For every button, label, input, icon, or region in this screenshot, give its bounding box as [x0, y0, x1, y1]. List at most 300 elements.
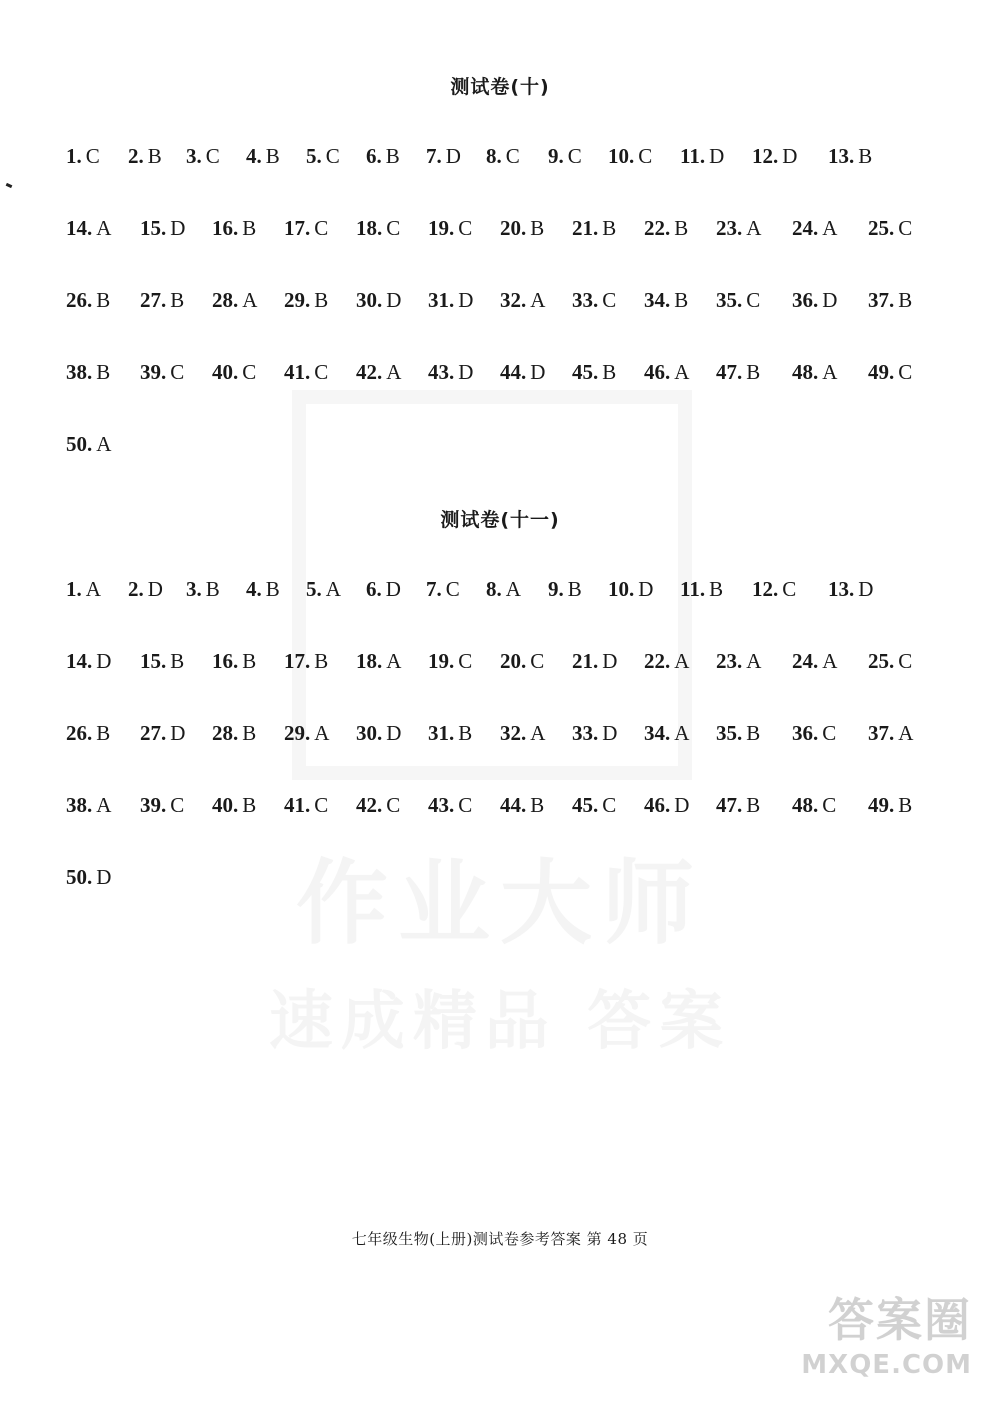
- answer-letter: A: [96, 216, 112, 240]
- question-number: 28.: [212, 288, 239, 312]
- question-number: 50.: [66, 865, 93, 889]
- answer-letter: B: [205, 577, 220, 601]
- question-number: 13.: [828, 144, 855, 168]
- answer-letter: B: [96, 360, 111, 384]
- answer-letter: B: [96, 288, 111, 312]
- question-number: 45.: [572, 793, 599, 817]
- question-number: 27.: [140, 288, 167, 312]
- answer-letter: C: [638, 144, 653, 168]
- answer-letter: A: [314, 721, 330, 745]
- question-number: 31.: [428, 721, 455, 745]
- question-number: 27.: [140, 721, 167, 745]
- question-number: 6.: [366, 577, 382, 601]
- question-number: 47.: [716, 793, 743, 817]
- question-number: 19.: [428, 216, 455, 240]
- answer-item: [792, 721, 836, 746]
- answer-letter: A: [505, 577, 521, 601]
- answer-letter: B: [746, 721, 761, 745]
- answer-row: [0, 144, 1000, 178]
- answer-item: [306, 144, 340, 169]
- answer-letter: A: [85, 577, 101, 601]
- scan-mark: [6, 183, 13, 188]
- answer-row: [0, 577, 1000, 611]
- answer-item: [644, 360, 689, 385]
- answer-item: [644, 288, 688, 313]
- answer-item: [486, 577, 521, 602]
- answer-letter: B: [314, 649, 329, 673]
- answer-item: [792, 793, 836, 818]
- answer-letter: D: [147, 577, 163, 601]
- answer-item: [284, 288, 328, 313]
- answer-item: [284, 360, 328, 385]
- answer-item: [66, 865, 111, 890]
- question-number: 43.: [428, 360, 455, 384]
- question-number: 33.: [572, 288, 599, 312]
- question-number: 49.: [868, 360, 895, 384]
- answer-item: [500, 721, 545, 746]
- answer-letter: B: [602, 360, 617, 384]
- question-number: 21.: [572, 216, 599, 240]
- answer-letter: C: [314, 216, 329, 240]
- question-number: 21.: [572, 649, 599, 673]
- answer-letter: B: [147, 144, 162, 168]
- question-number: 18.: [356, 649, 383, 673]
- answer-letter: B: [602, 216, 617, 240]
- question-number: 34.: [644, 288, 671, 312]
- answer-item: [868, 793, 912, 818]
- answer-item: [716, 288, 760, 313]
- answer-item: [716, 721, 760, 746]
- answer-item: [186, 577, 220, 602]
- question-number: 38.: [66, 793, 93, 817]
- answer-letter: B: [265, 144, 280, 168]
- answer-letter: C: [822, 721, 837, 745]
- question-number: 40.: [212, 360, 239, 384]
- answer-item: [128, 577, 163, 602]
- question-number: 31.: [428, 288, 455, 312]
- question-number: 2.: [128, 577, 144, 601]
- answer-letter: B: [530, 216, 545, 240]
- page-footer: 七年级生物(上册)测试卷参考答案 第 48 页: [351, 1230, 649, 1248]
- question-number: 25.: [868, 216, 895, 240]
- answer-letter: C: [898, 649, 913, 673]
- question-number: 41.: [284, 793, 311, 817]
- question-number: 47.: [716, 360, 743, 384]
- logo-text: 答案圈: [828, 1293, 972, 1347]
- question-number: 3.: [186, 144, 202, 168]
- answer-item: [140, 649, 184, 674]
- answer-letter: B: [265, 577, 280, 601]
- answer-item: [356, 360, 401, 385]
- question-number: 15.: [140, 216, 167, 240]
- answer-item: [426, 144, 461, 169]
- answer-item: [500, 360, 545, 385]
- answer-letter: D: [386, 721, 402, 745]
- question-number: 7.: [426, 144, 442, 168]
- answer-letter: D: [385, 577, 401, 601]
- question-number: 1.: [66, 577, 82, 601]
- question-number: 5.: [306, 577, 322, 601]
- answer-letter: A: [822, 649, 838, 673]
- answer-item: [66, 288, 110, 313]
- answer-letter: B: [242, 216, 257, 240]
- question-number: 9.: [548, 577, 564, 601]
- site-logo: [801, 1284, 972, 1380]
- answer-letter: D: [96, 865, 112, 889]
- question-number: 32.: [500, 288, 527, 312]
- question-number: 26.: [66, 721, 93, 745]
- question-number: 22.: [644, 216, 671, 240]
- answer-item: [140, 360, 184, 385]
- question-number: 20.: [500, 649, 527, 673]
- answer-letter: A: [674, 360, 690, 384]
- question-number: 45.: [572, 360, 599, 384]
- answer-item: [66, 360, 110, 385]
- answer-letter: D: [638, 577, 654, 601]
- answer-letter: C: [386, 793, 401, 817]
- answer-item: [128, 144, 162, 169]
- answer-item: [428, 793, 472, 818]
- answer-letter: A: [386, 649, 402, 673]
- question-number: 22.: [644, 649, 671, 673]
- answer-item: [716, 649, 761, 674]
- answer-letter: D: [782, 144, 798, 168]
- answer-item: [608, 577, 653, 602]
- answer-letter: B: [674, 288, 689, 312]
- question-number: 20.: [500, 216, 527, 240]
- answer-row: [0, 793, 1000, 827]
- answer-row: [0, 432, 1000, 466]
- answer-letter: C: [458, 649, 473, 673]
- question-number: 48.: [792, 793, 819, 817]
- question-number: 36.: [792, 721, 819, 745]
- answer-letter: D: [458, 288, 474, 312]
- answer-item: [356, 216, 400, 241]
- answer-letter: C: [530, 649, 545, 673]
- question-number: 9.: [548, 144, 564, 168]
- answer-item: [428, 721, 472, 746]
- answer-letter: C: [602, 793, 617, 817]
- answer-item: [792, 288, 837, 313]
- answer-row: [0, 649, 1000, 683]
- answer-item: [644, 721, 689, 746]
- question-number: 37.: [868, 288, 895, 312]
- answer-item: [572, 721, 617, 746]
- question-number: 23.: [716, 649, 743, 673]
- answer-item: [356, 288, 401, 313]
- question-number: 24.: [792, 216, 819, 240]
- answer-letter: A: [674, 721, 690, 745]
- answer-item: [644, 216, 688, 241]
- answer-item: [140, 288, 184, 313]
- answer-item: [680, 144, 724, 169]
- answer-item: [366, 577, 401, 602]
- answer-letter: B: [170, 649, 185, 673]
- answer-letter: D: [445, 144, 461, 168]
- answer-letter: B: [898, 288, 913, 312]
- answer-letter: D: [458, 360, 474, 384]
- question-number: 10.: [608, 144, 635, 168]
- answer-item: [66, 432, 111, 457]
- answer-letter: C: [898, 216, 913, 240]
- answer-item: [792, 216, 837, 241]
- question-number: 32.: [500, 721, 527, 745]
- question-number: 26.: [66, 288, 93, 312]
- answer-item: [828, 577, 873, 602]
- answer-item: [868, 649, 912, 674]
- question-number: 10.: [608, 577, 635, 601]
- question-number: 25.: [868, 649, 895, 673]
- answer-item: [572, 649, 617, 674]
- answer-item: [428, 216, 472, 241]
- answer-row: [0, 216, 1000, 250]
- answer-letter: B: [242, 793, 257, 817]
- answer-item: [306, 577, 341, 602]
- answer-letter: C: [458, 216, 473, 240]
- answer-letter: C: [746, 288, 761, 312]
- question-number: 44.: [500, 793, 527, 817]
- question-number: 28.: [212, 721, 239, 745]
- answer-item: [868, 721, 913, 746]
- answer-item: [284, 649, 328, 674]
- question-number: 34.: [644, 721, 671, 745]
- answer-item: [366, 144, 400, 169]
- answer-item: [426, 577, 460, 602]
- answer-letter: D: [674, 793, 690, 817]
- answer-letter: C: [386, 216, 401, 240]
- answer-letter: C: [822, 793, 837, 817]
- answer-item: [284, 721, 329, 746]
- answer-letter: D: [858, 577, 874, 601]
- answer-item: [212, 793, 256, 818]
- answer-item: [792, 649, 837, 674]
- answer-item: [716, 360, 760, 385]
- answer-item: [186, 144, 220, 169]
- answer-item: [140, 216, 185, 241]
- answer-letter: A: [386, 360, 402, 384]
- answer-letter: D: [386, 288, 402, 312]
- answer-item: [140, 721, 185, 746]
- answer-letter: C: [602, 288, 617, 312]
- answer-item: [428, 360, 473, 385]
- question-number: 6.: [366, 144, 382, 168]
- question-number: 19.: [428, 649, 455, 673]
- answer-item: [212, 216, 256, 241]
- answer-letter: A: [325, 577, 341, 601]
- question-number: 23.: [716, 216, 743, 240]
- question-number: 11.: [680, 577, 706, 601]
- answer-letter: B: [242, 721, 257, 745]
- answer-item: [548, 144, 582, 169]
- answer-item: [868, 216, 912, 241]
- question-number: 50.: [66, 432, 93, 456]
- answer-letter: B: [314, 288, 329, 312]
- answer-letter: A: [822, 360, 838, 384]
- answer-letter: A: [96, 432, 112, 456]
- answer-letter: B: [898, 793, 913, 817]
- answer-row: [0, 721, 1000, 755]
- answer-item: [66, 144, 100, 169]
- question-number: 14.: [66, 216, 93, 240]
- answer-item: [212, 649, 256, 674]
- question-number: 12.: [752, 144, 779, 168]
- answer-item: [868, 288, 912, 313]
- answer-item: [500, 216, 544, 241]
- answer-letter: D: [530, 360, 546, 384]
- answer-letter: B: [674, 216, 689, 240]
- answer-letter: D: [602, 721, 618, 745]
- answer-item: [500, 649, 544, 674]
- question-number: 24.: [792, 649, 819, 673]
- answer-item: [486, 144, 520, 169]
- question-number: 29.: [284, 721, 311, 745]
- answer-letter: B: [242, 649, 257, 673]
- answer-item: [356, 721, 401, 746]
- answer-letter: A: [530, 721, 546, 745]
- answer-item: [212, 721, 256, 746]
- question-number: 3.: [186, 577, 202, 601]
- question-number: 35.: [716, 288, 743, 312]
- question-number: 17.: [284, 216, 311, 240]
- answer-letter: C: [170, 360, 185, 384]
- answer-letter: D: [96, 649, 112, 673]
- watermark-line-2: [0, 970, 1000, 1062]
- answer-letter: B: [709, 577, 724, 601]
- question-number: 39.: [140, 360, 167, 384]
- answer-letter: C: [85, 144, 100, 168]
- answer-letter: A: [530, 288, 546, 312]
- question-number: 15.: [140, 649, 167, 673]
- answer-letter: A: [242, 288, 258, 312]
- answer-item: [792, 360, 837, 385]
- answer-item: [284, 216, 328, 241]
- answer-letter: A: [898, 721, 914, 745]
- question-number: 46.: [644, 793, 671, 817]
- answer-item: [66, 216, 111, 241]
- answer-item: [246, 144, 280, 169]
- answer-item: [572, 360, 616, 385]
- question-number: 42.: [356, 360, 383, 384]
- answer-item: [572, 793, 616, 818]
- answer-letter: A: [746, 216, 762, 240]
- question-number: 42.: [356, 793, 383, 817]
- question-number: 29.: [284, 288, 311, 312]
- answer-item: [428, 649, 472, 674]
- question-number: 1.: [66, 144, 82, 168]
- answer-item: [500, 793, 544, 818]
- question-number: 4.: [246, 577, 262, 601]
- answer-letter: C: [567, 144, 582, 168]
- answer-letter: A: [674, 649, 690, 673]
- section-title: 测试卷(十): [450, 76, 550, 98]
- answer-letter: C: [242, 360, 257, 384]
- answer-letter: B: [458, 721, 473, 745]
- question-number: 33.: [572, 721, 599, 745]
- answer-letter: B: [746, 360, 761, 384]
- answer-item: [66, 793, 111, 818]
- question-number: 36.: [792, 288, 819, 312]
- question-number: 30.: [356, 721, 383, 745]
- question-number: 17.: [284, 649, 311, 673]
- question-number: 13.: [828, 577, 855, 601]
- answer-row: [0, 288, 1000, 322]
- question-number: 37.: [868, 721, 895, 745]
- answer-letter: C: [445, 577, 460, 601]
- answer-item: [752, 144, 797, 169]
- question-number: 5.: [306, 144, 322, 168]
- answer-letter: C: [505, 144, 520, 168]
- answer-letter: A: [822, 216, 838, 240]
- answer-letter: B: [567, 577, 582, 601]
- answer-item: [140, 793, 184, 818]
- question-number: 7.: [426, 577, 442, 601]
- answer-letter: C: [782, 577, 797, 601]
- question-number: 40.: [212, 793, 239, 817]
- answer-row: [0, 865, 1000, 899]
- question-number: 44.: [500, 360, 527, 384]
- answer-item: [680, 577, 723, 602]
- question-number: 43.: [428, 793, 455, 817]
- question-number: 46.: [644, 360, 671, 384]
- answer-letter: A: [96, 793, 112, 817]
- question-number: 49.: [868, 793, 895, 817]
- question-number: 41.: [284, 360, 311, 384]
- answer-item: [212, 288, 257, 313]
- question-number: 48.: [792, 360, 819, 384]
- answer-letter: D: [709, 144, 725, 168]
- section-title: 测试卷(十一): [440, 509, 560, 531]
- answer-item: [572, 216, 616, 241]
- answer-item: [66, 721, 110, 746]
- answer-item: [868, 360, 912, 385]
- answer-letter: B: [170, 288, 185, 312]
- answer-item: [66, 649, 111, 674]
- question-number: 2.: [128, 144, 144, 168]
- answer-item: [548, 577, 582, 602]
- answer-item: [500, 288, 545, 313]
- answer-item: [66, 577, 101, 602]
- answer-item: [246, 577, 280, 602]
- answer-letter: B: [746, 793, 761, 817]
- answer-letter: C: [458, 793, 473, 817]
- answer-letter: C: [898, 360, 913, 384]
- answer-item: [608, 144, 652, 169]
- answer-letter: C: [314, 793, 329, 817]
- answer-item: [828, 144, 872, 169]
- answer-item: [752, 577, 796, 602]
- answer-letter: D: [170, 721, 186, 745]
- answer-item: [212, 360, 256, 385]
- answer-letter: D: [170, 216, 186, 240]
- question-number: 8.: [486, 577, 502, 601]
- answer-item: [356, 793, 400, 818]
- answer-letter: D: [822, 288, 838, 312]
- question-number: 18.: [356, 216, 383, 240]
- question-number: 39.: [140, 793, 167, 817]
- answer-item: [428, 288, 473, 313]
- answer-item: [284, 793, 328, 818]
- question-number: 16.: [212, 216, 239, 240]
- answer-item: [644, 793, 689, 818]
- answer-item: [716, 216, 761, 241]
- answer-letter: A: [746, 649, 762, 673]
- answer-item: [644, 649, 689, 674]
- question-number: 38.: [66, 360, 93, 384]
- answer-letter: D: [602, 649, 618, 673]
- answer-letter: C: [314, 360, 329, 384]
- question-number: 12.: [752, 577, 779, 601]
- question-number: 30.: [356, 288, 383, 312]
